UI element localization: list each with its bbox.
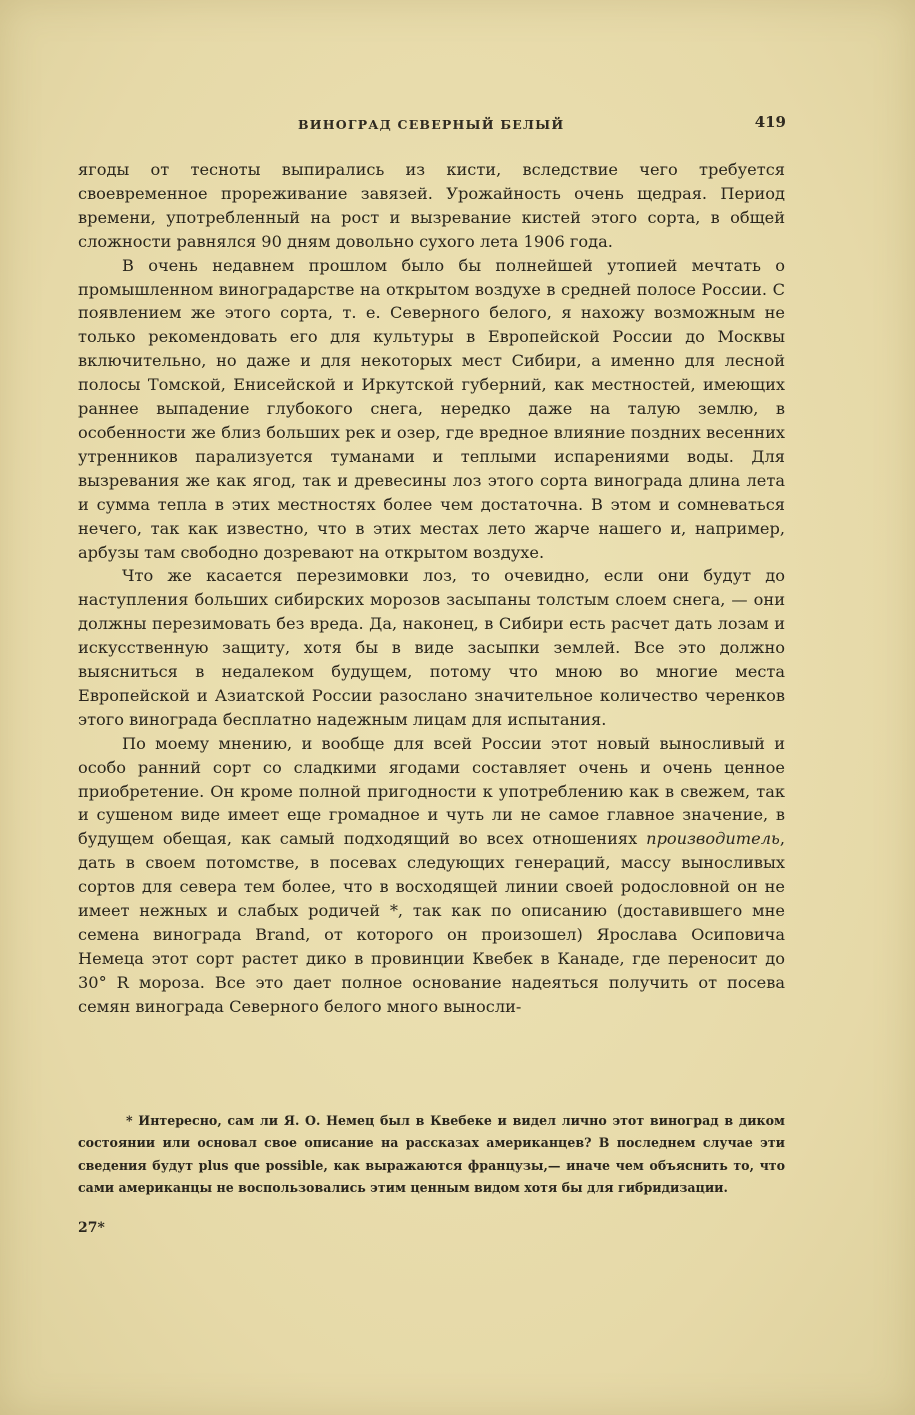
paragraph-4 [78,732,785,1019]
paragraph-1: ягоды от тесноты выпирались из кисти, вследствие чего требуется своевременное прореживание завязей. Урожайность очень щедрая. Период времени, употребленный на рост и вызревание кистей этого сорта, в общей сложности равнялся 90 дням довольно сухого лета 1906 года. [78,160,785,251]
page-number: 419 [754,113,786,131]
paragraph-3: Что же касается перезимовки лоз, то очевидно, если они будут до наступления больших сибирских морозов засыпаны толстым слоем снега, — они должны перезимовать без вреда. Да, наконец, в Сибири есть расчет дать лозам и искусственную защиту, хотя бы в виде засыпки землей. Все это должно выясниться в недалеком будущем, потому что мною во многие места Европейской и Азиатской России разослано значительное количество черенков этого винограда бесплатно надежным лицам для испытания. [78,566,785,729]
paragraph-2: В очень недавнем прошлом было бы полнейшей утопией мечтать о промышленном виноградарстве на открытом воздухе в средней полосе России. С появлением же этого сорта, т. е. Северного белого, я нахожу возможным не только рекомендовать его для культуры в Европейской России до Москвы включительно, но даже и для некоторых мест Сибири, а именно для лесной полосы Томской, Енисейской и Иркутской губерний, как местностей, имеющих раннее выпадение глубокого снега, нередко даже на талую землю, в особенности же близ больших рек и озер, где вредное влияние поздних весенних утренников парализуется туманами и теплыми испарениями воды. Для вызревания же как ягод, так и древесины лоз этого сорта винограда длина лета и сумма тепла в этих местностях более чем достаточна. В этом и сомневаться нечего, так как известно, что в этих местах лето жарче нашего и, например, арбузы там свободно дозревают на открытом воздухе. [78,255,785,562]
signature-mark: 27* [78,1220,105,1236]
paragraph-4-part-2: , дать в своем потомстве, в посевах следующих генераций, массу выносливых сортов для севера тем более, что в восходящей линии своей родословной он не имеет нежных и слабых родичей *, так как по описанию (доставившего мне семена винограда Brand, от которого он произошел) Ярослава Осиповича Немеца этот сорт растет дико в провинции Квебек в Канаде, где переносит до 30° R мороза. Все это дает полное основание надеяться получить от посева семян винограда Северного белого много выносли- [78,829,785,1016]
italic-term: производитель [646,829,780,849]
main-text [78,158,785,1019]
page-header [78,113,788,137]
footnote: * Интересно, сам ли Я. О. Немец был в Квебеке и видел лично этот виноград в диком состоянии или основал свое описание на рассказах американцев? В последнем случае эти сведения будут plus que possible, как выражаются французы,— иначе чем объяснить то, что сами американцы не воспользовались этим ценным видом хотя бы для гибридизации. [78,1113,785,1196]
running-title: ВИНОГРАД СЕВЕРНЫЙ БЕЛЫЙ [298,117,565,132]
paragraph-4-part-1: По моему мнению, и вообще для всей России этот новый выносливый и особо ранний сорт со сладкими ягодами составляет очень и очень ценное приобретение. Он кроме полной пригодности к употреблению как в свежем, так и сушеном виде имеет еще громадное и чуть ли не самое главное значение, в будущем обещая, как самый подходящий во всех отношениях [78,733,785,849]
